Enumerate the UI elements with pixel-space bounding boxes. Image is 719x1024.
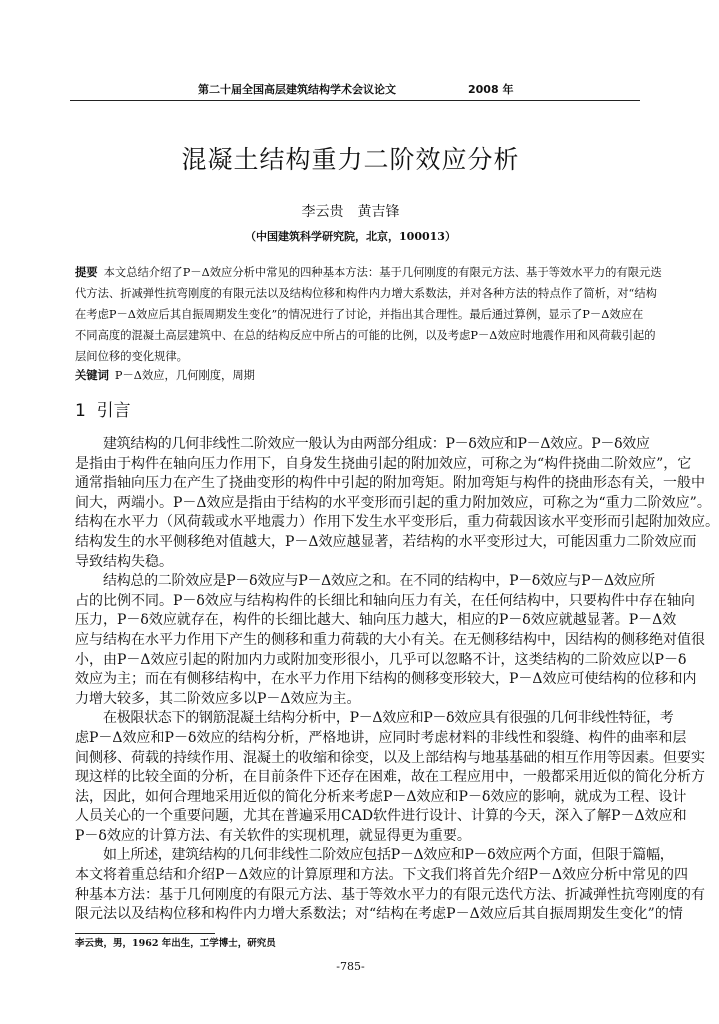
abstract-line: 层间位移的变化规律。	[75, 350, 188, 363]
paper-title: 混凝土结构重力二阶效应分析	[181, 145, 520, 174]
paragraph-line: 导致结构失稳。	[75, 553, 173, 570]
footnote: 李云贵，男，1962 年出生，工学博士，研究员	[75, 938, 276, 949]
paragraph-line: 应与结构在水平力作用下产生的侧移和重力荷载的大小有关。在无侧移结构中，因结构的侧移绝对值很	[75, 631, 705, 648]
section-number: 1	[75, 401, 86, 421]
paragraph-line: 虑P－Δ效应和P－δ效应的结构分析，严格地讲，应同时考虑材料的非线性和裂缝、构件的曲率和层	[75, 729, 687, 746]
paragraph-line: 建筑结构的几何非线性二阶效应一般认为由两部分组成：P－δ效应和P－Δ效应。P－δ效应	[103, 436, 650, 452]
paragraph-line: 如上所述，建筑结构的几何非线性二阶效应包括P－Δ效应和P－δ效应两个方面，但限于篇幅，	[103, 847, 674, 864]
paragraph-line: 通常指轴向压力在产生了挠曲变形的构件中引起的附加弯矩。附加弯矩与构件的挠曲形态有关，一般中	[75, 475, 705, 492]
paragraph-line: 法，因此，如何合理地采用近似的简化分析来考虑P－Δ效应和P－δ效应的影响，就成为工程、设计	[75, 788, 687, 805]
paragraph-line: 压力，P－δ效应就存在，构件的长细比越大、轴向压力越大，相应的P－δ效应就越显著。P－Δ效	[75, 612, 677, 629]
paragraph-line: 本文将着重总结和介绍P－Δ效应的计算原理和方法。下文我们将首先介绍P－Δ效应分析中常见的四	[75, 867, 689, 884]
footnote-rule	[75, 933, 215, 934]
authors: 李云贵 黄吉锋	[301, 204, 400, 220]
abstract-line: 不同高度的混凝土高层建筑中、在总的结构反应中所占的可能的比例，以及考虑P－Δ效应时地震作用和风荷载引起的	[75, 329, 656, 342]
body-text	[75, 435, 719, 925]
paragraph-line: 人员关心的一个重要问题，尤其在普遍采用CAD软件进行设计、计算的今天，深入了解P－Δ效应和	[75, 808, 687, 825]
paragraph-line: 间侧移、荷载的持续作用、混凝土的收缩和徐变，以及上部结构与地基基础的相互作用等因素。但要实	[75, 749, 705, 766]
abstract-label: 提要	[75, 266, 98, 279]
abstract-text: 本文总结介绍了P－Δ效应分析中常见的四种基本方法：基于几何刚度的有限元方法、基于等效水平力的有限元迭	[103, 266, 662, 279]
keywords-label: 关键词	[75, 369, 109, 382]
header-year: 2008 年	[468, 83, 514, 96]
paragraph-line: 结构总的二阶效应是P－δ效应与P－Δ效应之和。在不同的结构中，P－δ效应与P－Δ效应所	[103, 573, 655, 590]
section-title: 引言	[96, 401, 131, 421]
paragraph-line: 小，由P－Δ效应引起的附加内力或附加变形很小，几乎可以忽略不计，这类结构的二阶效应以P－δ	[75, 651, 687, 668]
paragraph-line: 限元法以及结构位移和构件内力增大系数法；对“结构在考虑P－Δ效应后其自振周期发生变化”的情	[75, 906, 683, 923]
abstract-line	[75, 262, 662, 283]
paragraph-line: 结构在水平力（风荷载或水平地震力）作用下发生水平变形后，重力荷载因该水平变形而引起附加效应。	[75, 514, 719, 531]
abstract-line: 代方法、折减弹性抗弯刚度的有限元法以及结构位移和构件内力增大系数法，并对各种方法的特点作了简析，对“结构	[75, 287, 657, 300]
paragraph-line: 现这样的比较全面的分析，在目前条件下还存在困难，故在工程应用中，一般都采用近似的简化分析方	[75, 769, 705, 786]
paragraph-line: 是指由于构件在轴向压力作用下，自身发生挠曲引起的附加效应，可称之为“构件挠曲二阶效应”，它	[75, 455, 692, 472]
keywords-value: P－Δ效应，几何刚度，周期	[114, 369, 255, 382]
header-conference: 第二十届全国高层建筑结构学术会议论文	[198, 83, 396, 96]
paragraph-line: P－δ效应的计算方法、有关软件的实现机理，就显得更为重要。	[75, 827, 471, 844]
keywords	[75, 368, 255, 384]
paragraph-line: 效应为主；而在有侧移结构中，在水平力作用下结构的侧移变形较大，P－Δ效应可使结构的位移和内	[75, 671, 697, 688]
affiliation: （中国建筑科学研究院，北京，100013）	[245, 230, 456, 243]
page-number: -785-	[336, 960, 365, 973]
running-header	[70, 78, 640, 101]
abstract-line: 在考虑P－Δ效应后其自振周期发生变化”的情况进行了讨论，并指出其合理性。最后通过算例，显示了P－Δ效应在	[75, 308, 644, 321]
section-heading	[75, 400, 131, 422]
paragraph-line: 占的比例不同。P－δ效应与结构构件的长细比和轴向压力有关，在任何结构中，只要构件中存在轴向	[75, 592, 695, 609]
paragraph-line: 结构发生的水平侧移绝对值越大，P－Δ效应越显著，若结构的水平变形过大，可能因重力二阶效应而	[75, 533, 697, 550]
abstract	[75, 262, 662, 367]
paragraph-line: 在极限状态下的钢筋混凝土结构分析中，P－Δ效应和P－δ效应具有很强的几何非线性特征，考	[103, 710, 674, 727]
paragraph-line: 力增大较多，其二阶效应多以P－Δ效应为主。	[75, 690, 361, 707]
paragraph-line: 种基本方法：基于几何刚度的有限元方法、基于等效水平力的有限元迭代方法、折减弹性抗弯刚度的有	[75, 886, 705, 903]
paragraph-line: 间大，两端小。P－Δ效应是指由于结构的水平变形而引起的重力附加效应，可称之为“重力二阶效应”。	[75, 494, 711, 511]
